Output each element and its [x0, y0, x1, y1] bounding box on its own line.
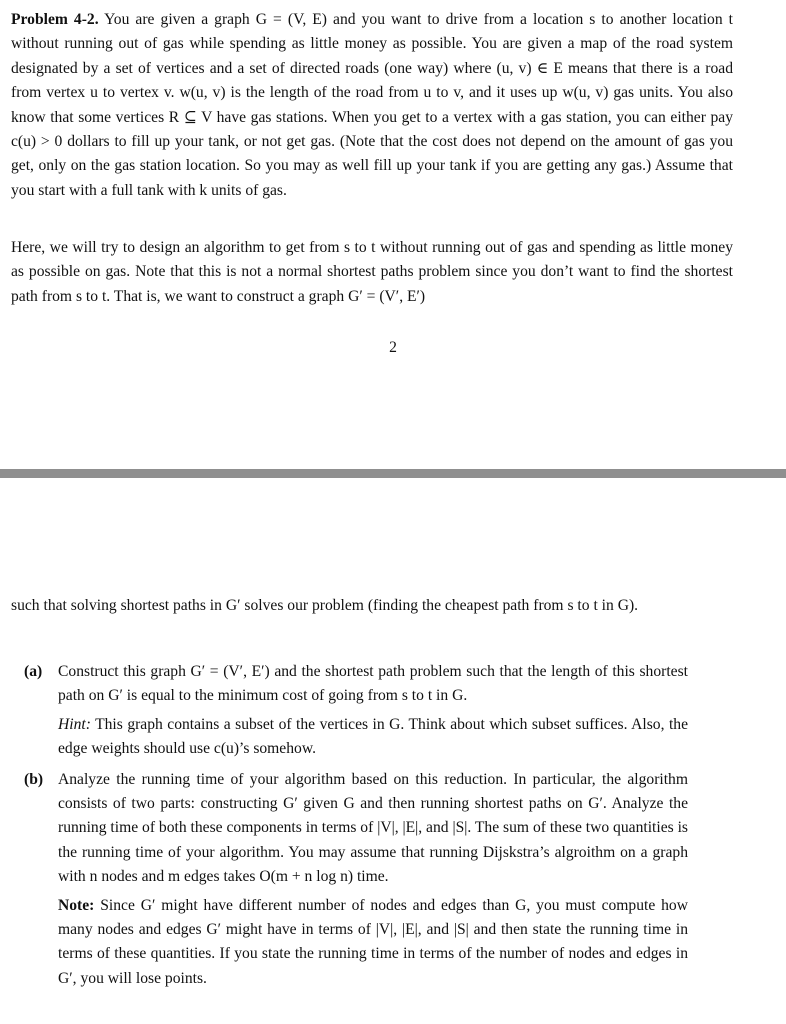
note-text: Since G′ might have different number of nodes and edges than G, you must compute how many nodes and edges G′ might have in terms of |V|, |E|, and |S| and then state the running time in terms of these quantities. If you state the running time in terms of the number of nodes and edges in G′, you will lose points. — [58, 896, 688, 987]
part-a-hint — [58, 713, 688, 762]
continuation-paragraph: such that solving shortest paths in G′ solves our problem (finding the cheapest path from s to t in G). — [11, 597, 639, 614]
page-2-bottom — [0, 0, 786, 470]
page-divider — [0, 469, 786, 478]
part-a-text: Construct this graph G′ = (V′, E′) and the shortest path problem such that the length of this shortest path on G′ is equal to the minimum cost of going from s to t in G. — [58, 663, 688, 705]
hint-text: This graph contains a subset of the vertices in G. Think about which subset suffices. Also, the edge weights should use c(u)’s somehow. — [58, 715, 688, 758]
problem-parts — [24, 660, 688, 991]
part-b-body — [58, 768, 688, 992]
problem-heading: Problem 4-2. — [11, 11, 99, 28]
problem-statement — [11, 8, 733, 203]
part-b-label: (b) — [24, 770, 44, 788]
problem-intro: You are given a graph G = (V, E) and you want to drive from a location s to another location t without running out of gas while spending as little money as possible. You are given a map of the road system designated by a set of vertices and a set of directed roads (one way) where (u, v) ∈ E means that there is a road from vertex u to vertex v. w(u, v) is the length of the road from u to v, and it uses up w(u, v) gas units. You also know that some vertices R ⊆ V have gas stations. When you get to a vertex with a gas station, you can either pay c(u) > 0 dollars to fill up your tank, or not get gas. (Note that the cost does not depend on the amount of gas you get, only on the gas station location. So you may as well fill up your tank if you are getting any gas.) Assume that you start with a full tank with k units of gas. — [11, 11, 733, 199]
page-number: 2 — [389, 339, 397, 356]
part-b-note — [58, 894, 688, 992]
part-b — [24, 768, 688, 992]
note-label: Note: — [58, 896, 95, 914]
part-b-text: Analyze the running time of your algorithm based on this reduction. In particular, the algorithm consists of two parts: constructing G′ given G and then running shortest paths on G′. Analyze the running time of both these components in terms of |V|, |E|, and |S|. The sum of these two quantities is the running time of your algorithm. You may assume that running Dijskstra’s algroithm on a graph with n nodes and m edges takes O(m + n log n) time. — [58, 770, 688, 886]
part-a — [24, 660, 688, 762]
part-a-label: (a) — [24, 663, 43, 680]
page-gap — [0, 478, 786, 578]
hint-label: Hint: — [58, 715, 91, 733]
part-a-body — [58, 660, 688, 762]
paragraph-approach: Here, we will try to design an algorithm to get from s to t without running out of gas and spending as little money as possible on gas. Note that this is not a normal shortest paths problem since you don’t want to find the shortest path from s to t. That is, we want to construct a graph G′ = (V′, E′) — [11, 239, 733, 305]
